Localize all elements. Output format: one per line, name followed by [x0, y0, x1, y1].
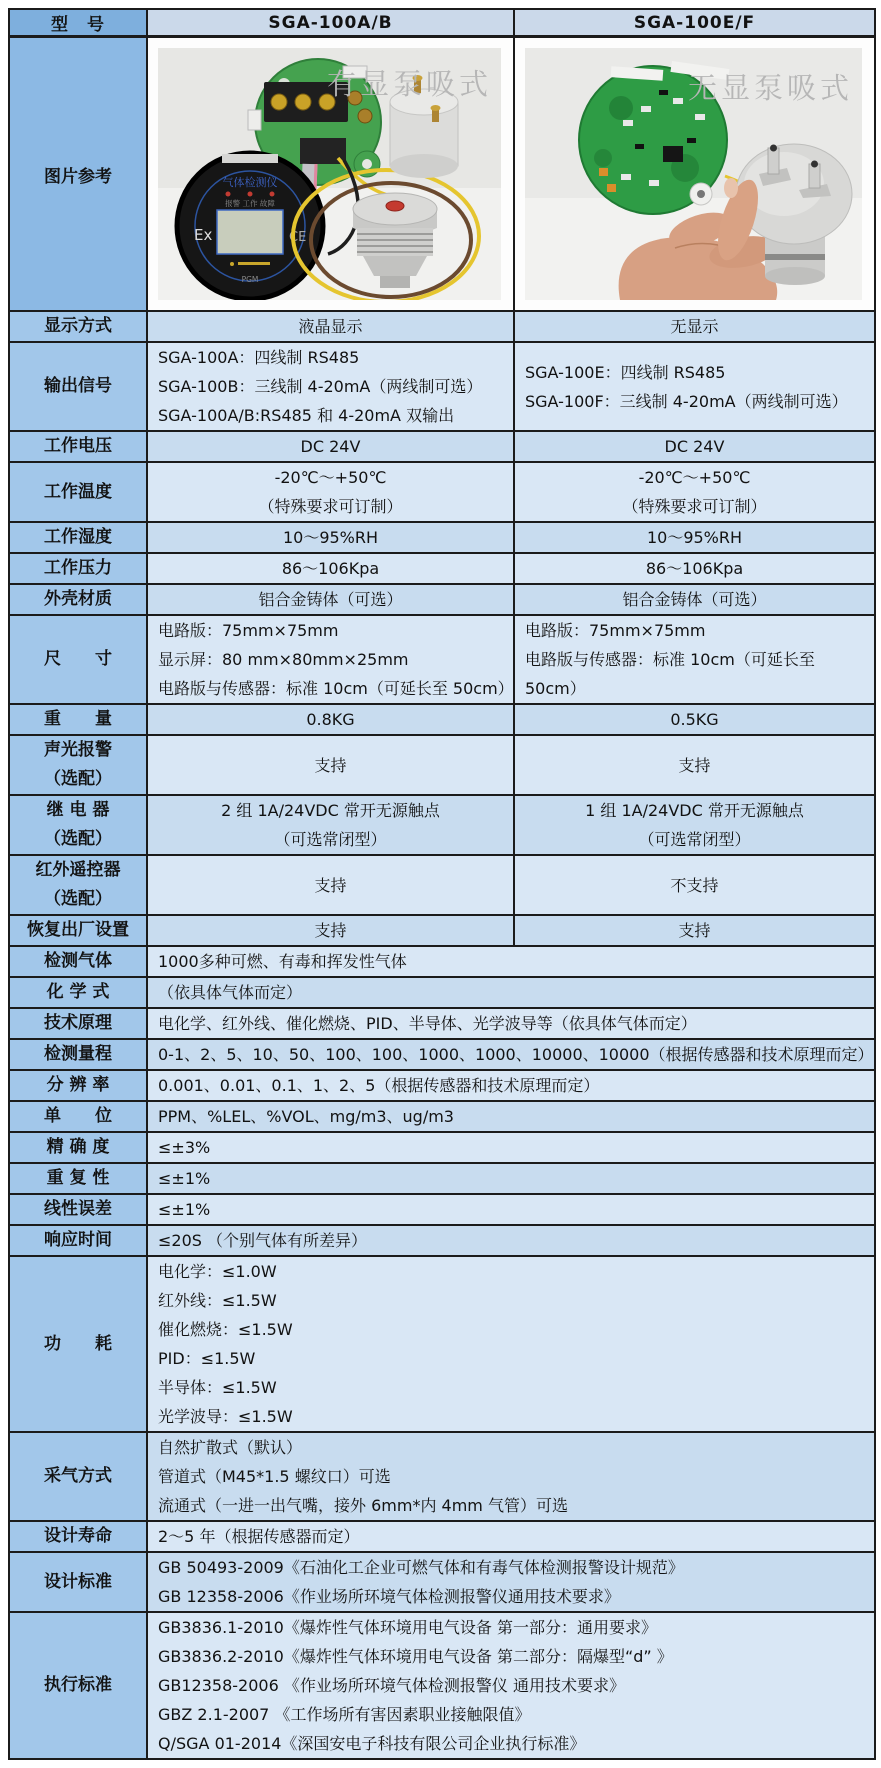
value-line: 2 组 1A/24VDC 常开无源触点	[221, 801, 440, 820]
row-label	[9, 1194, 147, 1225]
row-value	[147, 1008, 875, 1039]
value-line: 1000多种可燃、有毒和挥发性气体	[158, 952, 407, 971]
value-line: ≤±3%	[158, 1138, 211, 1157]
row-label	[9, 1256, 147, 1432]
row-value	[514, 615, 875, 704]
row-value	[147, 704, 514, 735]
row-label-line: 执行标准	[44, 1675, 112, 1695]
row-label-line: 红外遥控器	[35, 860, 121, 880]
value-line: ≤20S （个别气体有所差异）	[158, 1231, 368, 1250]
row-label	[9, 915, 147, 946]
row-value	[147, 1194, 875, 1225]
value-line: SGA-100E：四线制 RS485	[525, 362, 726, 382]
value-line: 半导体：≤1.5W	[158, 1378, 277, 1397]
row-value	[514, 735, 875, 795]
value-line: 铝合金铸体（可选）	[622, 590, 767, 609]
spec-row	[9, 1521, 875, 1552]
row-value	[147, 1521, 875, 1552]
row-value	[147, 431, 514, 462]
device-ex-mark: Ex	[194, 226, 213, 244]
row-value	[514, 431, 875, 462]
spec-row	[9, 1008, 875, 1039]
value-line: 支持	[314, 875, 347, 895]
value-line: 液晶显示	[298, 317, 363, 336]
spec-row	[9, 704, 875, 735]
row-value	[147, 311, 514, 342]
spec-row	[9, 1552, 875, 1612]
device-led-labels: 报警 工作 故障	[225, 199, 275, 208]
value-line: PID：≤1.5W	[158, 1349, 256, 1368]
row-value	[147, 1163, 875, 1194]
value-line: GB3836.1-2010《爆炸性气体环境用电气设备 第一部分：通用要求》	[158, 1618, 657, 1637]
spec-row	[9, 522, 875, 553]
value-line: 86～106Kpa	[281, 559, 380, 578]
row-label	[9, 1008, 147, 1039]
watermark-right: 无显泵吸式	[687, 71, 853, 105]
value-line: 电化学：≤1.0W	[158, 1262, 277, 1281]
value-line: 0.001、0.01、0.1、1、2、5（根据传感器和技术原理而定）	[158, 1076, 600, 1095]
row-label-line: 恢复出厂设置	[27, 920, 129, 940]
value-line: 光学波导：≤1.5W	[158, 1407, 293, 1426]
value-line: （特殊要求可订制）	[258, 497, 403, 516]
spec-row	[9, 311, 875, 342]
value-line: 支持	[314, 921, 347, 940]
row-label	[9, 1132, 147, 1163]
spec-row	[9, 1070, 875, 1101]
spec-row	[9, 1612, 875, 1759]
value-line: 0.8KG	[306, 710, 355, 729]
row-label	[9, 1521, 147, 1552]
header-model-ab: SGA-100A/B	[147, 9, 514, 37]
value-line: 红外线：≤1.5W	[158, 1291, 277, 1310]
row-label	[9, 704, 147, 735]
spec-row	[9, 584, 875, 615]
row-label-line: 功 耗	[44, 1333, 112, 1354]
value-line: 流通式（一进一出气嘴，接外 6mm*内 4mm 气管）可选	[158, 1496, 568, 1515]
row-value	[147, 1552, 875, 1612]
row-label-line: 单 位	[44, 1106, 112, 1126]
row-value	[514, 704, 875, 735]
value-line: SGA-100A：四线制 RS485	[158, 348, 360, 367]
row-label-line: 检测量程	[44, 1044, 112, 1064]
value-line: GBZ 2.1-2007 《工作场所有害因素职业接触限值》	[158, 1705, 531, 1724]
value-line: Q/SGA 01-2014《深国安电子科技有限公司企业执行标准》	[158, 1734, 586, 1753]
value-line: 电路版与传感器：标准 10cm（可延长至 50cm）	[525, 650, 820, 698]
row-label	[9, 735, 147, 795]
row-label	[9, 1552, 147, 1612]
row-value	[147, 735, 514, 795]
row-value	[147, 342, 514, 431]
spec-table-body	[9, 9, 875, 1759]
spec-row	[9, 1256, 875, 1432]
spec-row	[9, 977, 875, 1008]
row-label-line: 重 复 性	[46, 1168, 110, 1188]
row-label-line: 设计标准	[44, 1571, 112, 1592]
value-line: -20℃～+50℃	[274, 468, 387, 487]
value-line: 电化学、红外线、催化燃烧、PID、半导体、光学波导等（依具体气体而定）	[158, 1014, 697, 1033]
row-label-line: 工作温度	[44, 481, 112, 502]
row-label-line: 继 电 器	[46, 800, 110, 820]
row-label	[9, 462, 147, 522]
value-line: ≤±1%	[158, 1200, 211, 1219]
value-line: 10～95%RH	[282, 528, 379, 547]
spec-row	[9, 1225, 875, 1256]
row-value	[147, 553, 514, 584]
value-line: 支持	[678, 921, 711, 940]
row-value	[147, 1039, 875, 1070]
row-value	[147, 1432, 875, 1521]
spec-row	[9, 795, 875, 855]
row-label-line: 精 确 度	[46, 1137, 110, 1157]
row-value	[147, 462, 514, 522]
row-label	[9, 946, 147, 977]
row-label	[9, 431, 147, 462]
row-value	[147, 946, 875, 977]
row-value	[147, 915, 514, 946]
value-line: 自然扩散式（默认）	[158, 1438, 303, 1457]
row-label	[9, 1039, 147, 1070]
row-label	[9, 1070, 147, 1101]
row-label-line: 输出信号	[44, 376, 112, 396]
device-lcd	[217, 210, 283, 254]
spec-row	[9, 1039, 875, 1070]
row-label-line: （选配）	[44, 769, 112, 789]
row-label	[9, 1163, 147, 1194]
row-label-line: 工作湿度	[44, 527, 112, 547]
spec-row	[9, 462, 875, 522]
value-line: GB 12358-2006《作业场所环境气体检测报警仪通用技术要求》	[158, 1587, 620, 1606]
value-line: SGA-100F：三线制 4-20mA（两线制可选）	[525, 391, 848, 411]
row-label	[9, 1101, 147, 1132]
value-line: 0-1、2、5、10、50、100、100、1000、1000、10000、10000（根据传感器和技术原理而定）	[158, 1045, 874, 1064]
row-label	[9, 795, 147, 855]
row-value	[147, 584, 514, 615]
value-line: （可选常闭型）	[638, 830, 751, 849]
spec-row	[9, 431, 875, 462]
spec-row	[9, 915, 875, 946]
row-value	[147, 1256, 875, 1432]
spec-row	[9, 615, 875, 704]
value-line: 支持	[314, 755, 347, 775]
row-label-line: 化 学 式	[46, 982, 110, 1002]
gas-detector-device	[176, 152, 324, 300]
row-label	[9, 584, 147, 615]
value-line: （依具体气体而定）	[158, 983, 303, 1002]
row-label	[9, 1225, 147, 1256]
row-label-line: 外壳材质	[44, 589, 112, 609]
row-label-line: 线性误差	[44, 1199, 112, 1219]
row-label	[9, 311, 147, 342]
row-value	[514, 553, 875, 584]
value-line: 电路版：75mm×75mm	[158, 621, 339, 640]
row-label	[9, 342, 147, 431]
row-value	[147, 1132, 875, 1163]
row-label	[9, 1612, 147, 1759]
header-row	[9, 9, 875, 37]
row-value	[514, 855, 875, 915]
row-value	[147, 1612, 875, 1759]
value-line: 显示屏：80 mm×80mm×25mm	[158, 650, 409, 669]
row-label-line: 尺 寸	[44, 649, 112, 669]
value-line: 不支持	[670, 875, 719, 895]
product-photo-pumped-display	[158, 48, 501, 300]
spec-row	[9, 1101, 875, 1132]
value-line: 10～95%RH	[646, 528, 743, 547]
value-line: 支持	[678, 755, 711, 775]
value-line: GB 50493-2009《石油化工企业可燃气体和有毒气体检测报警设计规范》	[158, 1558, 684, 1577]
spec-row	[9, 855, 875, 915]
value-line: 电路版与传感器：标准 10cm（可延长至 50cm）	[158, 679, 514, 698]
row-value	[147, 1070, 875, 1101]
row-label-line: 采气方式	[44, 1466, 112, 1486]
spec-row	[9, 735, 875, 795]
row-value	[147, 1101, 875, 1132]
row-label-line: 工作压力	[44, 558, 112, 578]
row-label-line: 显示方式	[44, 316, 112, 336]
value-line: DC 24V	[300, 437, 361, 456]
value-line: ≤±1%	[158, 1169, 211, 1188]
row-value	[147, 977, 875, 1008]
row-value	[147, 1225, 875, 1256]
row-label-line: 响应时间	[44, 1230, 112, 1250]
photo-cell-right	[514, 37, 875, 312]
row-value	[514, 915, 875, 946]
row-label	[9, 977, 147, 1008]
row-value	[514, 522, 875, 553]
value-line: 86～106Kpa	[645, 559, 744, 578]
row-label	[9, 855, 147, 915]
row-label-line: 工作电压	[44, 436, 112, 456]
row-label	[9, 615, 147, 704]
value-line: DC 24V	[664, 437, 725, 456]
spec-row	[9, 553, 875, 584]
value-line: 管道式（M45*1.5 螺纹口）可选	[158, 1467, 391, 1486]
row-value	[514, 342, 875, 431]
row-value	[147, 855, 514, 915]
row-label	[9, 553, 147, 584]
photo-row	[9, 37, 875, 312]
row-value	[147, 615, 514, 704]
spec-row	[9, 1132, 875, 1163]
row-value	[147, 522, 514, 553]
product-photo-no-display	[525, 48, 862, 300]
value-line: 电路版：75mm×75mm	[525, 621, 706, 640]
value-line: GB3836.2-2010《爆炸性气体环境用电气设备 第二部分：隔爆型“d” 》	[158, 1647, 673, 1666]
watermark-left: 有显泵吸式	[326, 67, 492, 101]
spec-row	[9, 1194, 875, 1225]
device-ce-mark: CE	[289, 230, 307, 245]
value-line: GB12358-2006 《作业场所环境气体检测报警仪 通用技术要求》	[158, 1676, 625, 1695]
row-label: 图片参考	[9, 37, 147, 312]
row-value	[514, 462, 875, 522]
spec-table	[8, 8, 876, 1760]
row-value	[514, 311, 875, 342]
spec-row	[9, 342, 875, 431]
value-line: 铝合金铸体（可选）	[258, 590, 403, 609]
value-line: （特殊要求可订制）	[622, 497, 767, 516]
value-line: 0.5KG	[670, 710, 719, 729]
value-line: SGA-100A/B:RS485 和 4-20mA 双输出	[158, 406, 455, 425]
row-value	[147, 795, 514, 855]
row-value	[514, 795, 875, 855]
row-label-line: （选配）	[44, 829, 112, 849]
value-line: （可选常闭型）	[274, 830, 387, 849]
row-label-line: （选配）	[44, 889, 112, 909]
value-line: 1 组 1A/24VDC 常开无源触点	[585, 801, 804, 820]
row-label	[9, 1432, 147, 1521]
value-line: SGA-100B：三线制 4-20mA（两线制可选）	[158, 377, 483, 396]
header-model-ef: SGA-100E/F	[514, 9, 875, 37]
device-button-label: PGM	[241, 275, 259, 284]
spec-row	[9, 1432, 875, 1521]
row-label-line: 声光报警	[44, 740, 112, 760]
row-label-line: 分 辨 率	[46, 1075, 110, 1095]
value-line: 催化燃烧：≤1.5W	[158, 1320, 293, 1339]
spec-row	[9, 946, 875, 977]
value-line: PPM、%LEL、%VOL、mg/m3、ug/m3	[158, 1107, 454, 1126]
value-line: 无显示	[670, 317, 719, 336]
row-label-line: 设计寿命	[44, 1526, 112, 1546]
value-line: 2～5 年（根据传感器而定）	[158, 1527, 360, 1546]
device-title: 气体检测仪	[222, 176, 278, 189]
row-value	[514, 584, 875, 615]
spec-sheet	[8, 8, 876, 1760]
row-label	[9, 522, 147, 553]
row-label-line: 重 量	[44, 709, 112, 729]
spec-row	[9, 1163, 875, 1194]
header-model-label: 型 号	[9, 9, 147, 37]
row-label-line: 技术原理	[44, 1013, 112, 1033]
value-line: -20℃～+50℃	[638, 468, 751, 487]
row-label-line: 检测气体	[44, 951, 112, 971]
photo-cell-left	[147, 37, 514, 312]
